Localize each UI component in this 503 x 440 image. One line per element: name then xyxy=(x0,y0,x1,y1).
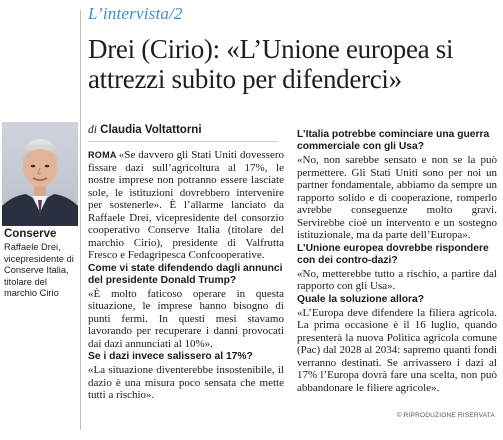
caption-description: Raffaele Drei, vicepresidente di Conserve Italia, titolare del marchio Cirio xyxy=(4,242,74,299)
dateline: ROMA xyxy=(88,150,117,160)
interview-answer: «L’Europa deve difendere la filiera agricola. La prima occasione è il 16 luglio, quando presenterà la nuova Politica agricola comune (Pac) dal 2028 al 2034: sapremo quanti fondi verranno destinati. Se arrivassero i dazi al 17% l’Europa dovrà fare una scelta, non può abbandonare le filiere agricole». xyxy=(297,306,497,394)
portrait-illustration xyxy=(2,122,78,226)
section-kicker: L’intervista/2 xyxy=(88,4,183,23)
interview-question: L’Unione europea dovrebbe rispondere con dei contro-dazi? xyxy=(297,242,489,266)
article-intro xyxy=(88,149,284,262)
byline-prefix: di xyxy=(88,124,97,136)
interview-question: Come vi state difendendo dagli annunci del presidente Donald Trump? xyxy=(88,262,283,286)
intro-text: «Se davvero gli Stati Uniti dovessero fissare dazi sull’agricoltura al 17%, le nostre imprese non potranno essere lasciate sole, le istituzioni dovrebbero intervenire per sostenerle». È l’allarme lanciato da Raffaele Drei, vicepresidente del consorzio cooperativo Conserve Italia (titolare del marchio Cirio), presidente di Valfrutta Fresco e Fedagripesca Confcooperative. xyxy=(88,149,284,261)
article-column-2 xyxy=(297,128,497,394)
headline: Drei (Cirio): «L’Unione europea si attrezzi subito per difenderci» xyxy=(88,34,454,94)
copyright-notice: © RIPRODUZIONE RISERVATA xyxy=(396,412,495,419)
byline-author: Claudia Voltattorni xyxy=(100,124,202,136)
interview-question: L’Italia potrebbe cominciare una guerra commerciale con gli Usa? xyxy=(297,129,490,152)
interview-answer: «No, non sarebbe sensato e non se la può permettere. Gli Stati Uniti sono per noi un partner fondamentale, abbiamo da sempre un rapporto solido e di cooperazione, romperlo avrebbe conseguenze molto gravi. Servirebbe cioè un intervento e un sostegno istituzionale, ma da parte dell’Europa». xyxy=(297,154,497,241)
photo-caption xyxy=(4,228,80,300)
interview-answer: «La situazione diventerebbe insostenibile, il dazio è una misura poco sensata che mette tutti a rischio». xyxy=(88,364,284,401)
column-divider xyxy=(80,10,81,430)
interview-question: Se i dazi invece salissero al 17%? xyxy=(88,351,253,362)
interview-answer: «No, metterebbe tutto a rischio, a partire dal rapporto con gli Usa». xyxy=(297,267,497,292)
article-column-1 xyxy=(88,149,284,402)
interview-answer: «È molto faticoso operare in questa situazione, le imprese hanno bisogno di punti fermi. In questi mesi stavamo lavorando per recuperare i danni provocati dai dazi annunciati al 10%». xyxy=(88,287,284,350)
interview-question: Quale la soluzione allora? xyxy=(297,293,425,305)
caption-tag: Conserve xyxy=(4,228,57,240)
byline xyxy=(88,124,202,136)
portrait-photo xyxy=(2,122,78,226)
byline-rule xyxy=(88,141,278,142)
